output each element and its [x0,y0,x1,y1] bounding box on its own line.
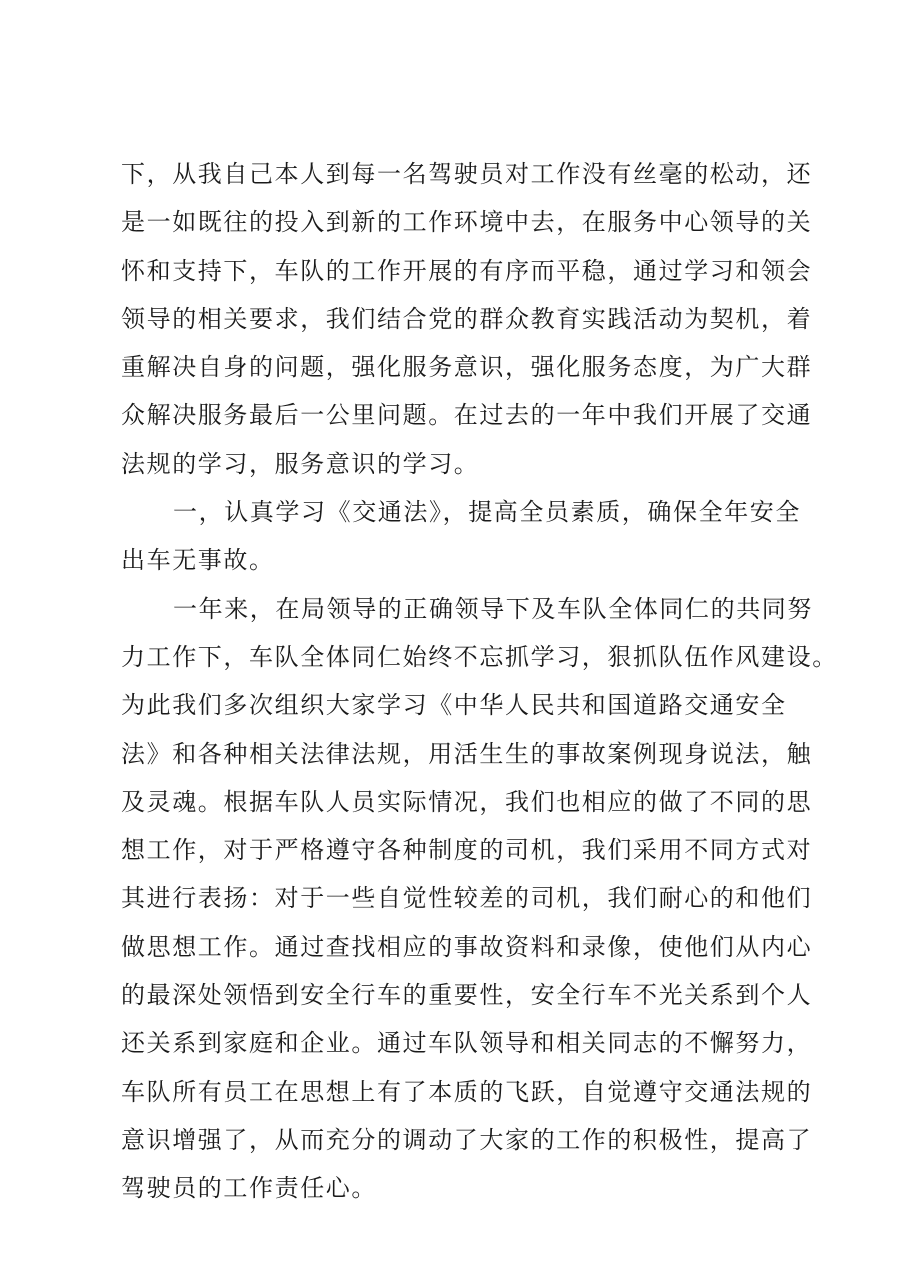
text-line: 法》和各种相关法律法规，用活生生的事故案例现身说法，触 [121,739,813,768]
text-line: 的最深处领悟到安全行车的重要性，安全行车不光关系到个人 [121,981,813,1010]
text-line: 一年来，在局领导的正确领导下及车队全体同仁的共同努 [173,594,813,623]
text-line: 意识增强了，从而充分的调动了大家的工作的积极性，提高了 [121,1125,813,1154]
text-line: 法规的学习，服务意识的学习。 [121,449,480,478]
text-line: 车队所有员工在思想上有了本质的飞跃，自觉遵守交通法规的 [121,1077,813,1106]
text-line: 下，从我自己本人到每一名驾驶员对工作没有丝毫的松动，还 [121,160,813,188]
document-body [121,150,838,1213]
text-line: 及灵魂。根据车队人员实际情况，我们也相应的做了不同的思 [121,787,813,816]
text-line: 重解决自身的问题，强化服务意识，强化服务态度，为广大群 [121,353,813,382]
text-line: 为此我们多次组织大家学习《中华人民共和国道路交通安全 [121,691,787,720]
text-line: 领导的相关要求，我们结合党的群众教育实践活动为契机，着 [121,304,813,333]
text-line: 怀和支持下，车队的工作开展的有序而平稳，通过学习和领会 [121,256,813,285]
text-line: 驾驶员的工作责任心。 [121,1174,377,1203]
section-heading-line: 一，认真学习《交通法》，提高全员素质，确保全年安全 [173,498,801,527]
text-line: 还关系到家庭和企业。通过车队领导和相关同志的不懈努力， [121,1029,813,1058]
text-line: 众解决服务最后一公里问题。在过去的一年中我们开展了交通 [121,401,813,430]
text-line: 想工作，对于严格遵守各种制度的司机，我们采用不同方式对 [121,836,813,865]
text-line: 其进行表扬：对于一些自觉性较差的司机，我们耐心的和他们 [121,884,813,913]
section-heading-line: 出车无事故。 [121,546,275,575]
text-line: 做思想工作。通过查找相应的事故资料和录像，使他们从内心 [121,932,813,961]
text-line: 力工作下，车队全体同仁始终不忘抓学习，狠抓队伍作风建设。 [121,642,838,671]
text-line: 是一如既往的投入到新的工作环境中去，在服务中心领导的关 [121,208,813,237]
